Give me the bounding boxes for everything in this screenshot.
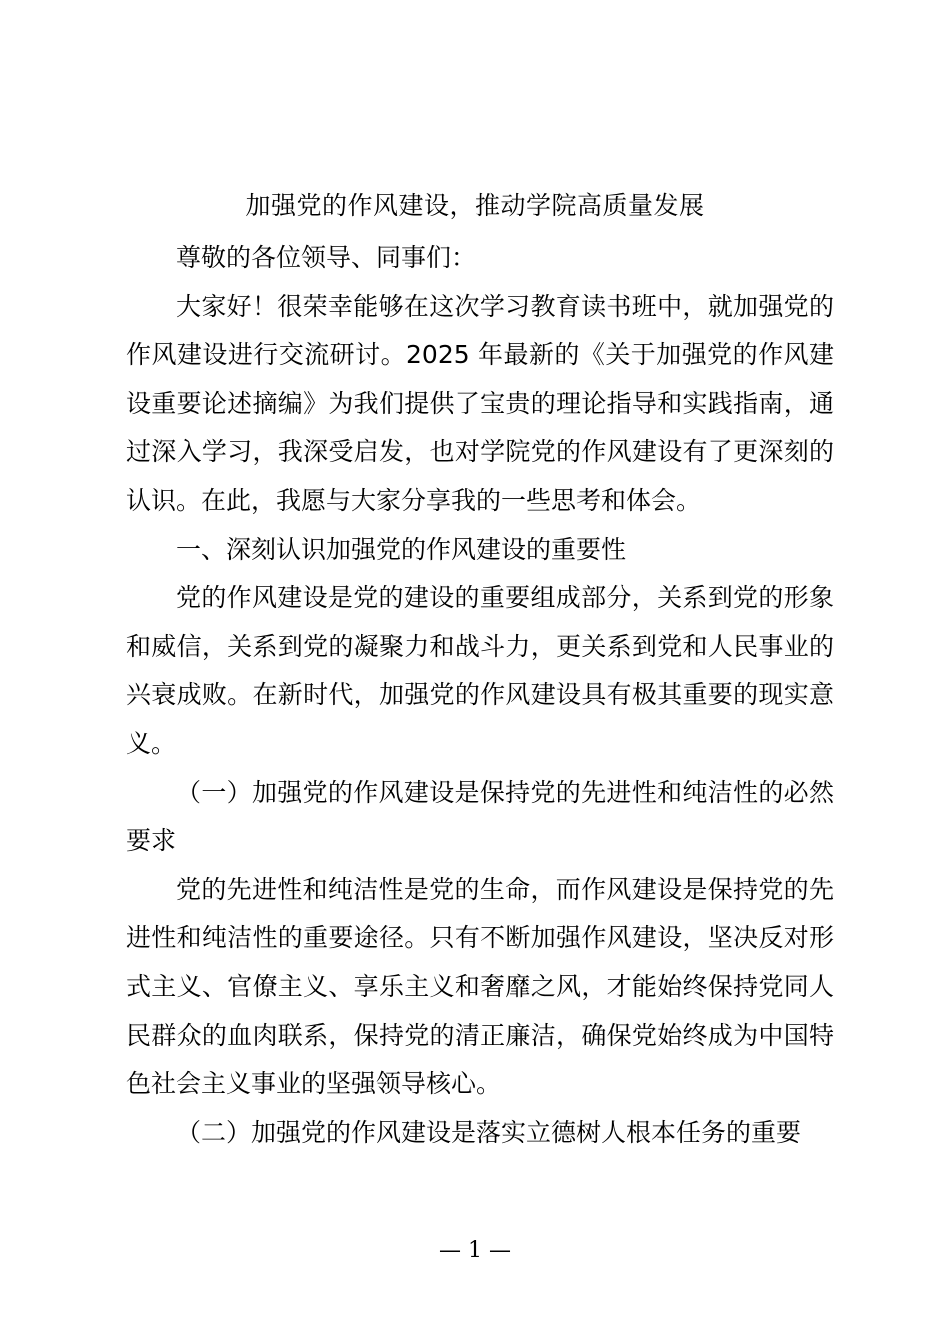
section-heading-1: 一、深刻认识加强党的作风建设的重要性 (176, 534, 627, 564)
subsection-1-paragraph: 党的先进性和纯洁性是党的生命，而作风建设是保持党的先进性和纯洁性的重要途径。只有不断加强作风建设，坚决反对形式主义、官僚主义、享乐主义和奢靡之风，才能始终保持党同人民群众的血肉联系，保持党的清正廉洁，确保党始终成为中国特色社会主义事业的坚强领导核心。 (126, 874, 834, 1099)
subsection-heading-1: （一）加强党的作风建设是保持党的先进性和纯洁性的必然要求 (126, 777, 834, 856)
page-number: — 1 — (439, 1238, 511, 1263)
document-title: 加强党的作风建设，推动学院高质量发展 (245, 191, 705, 220)
salutation-paragraph: 尊敬的各位领导、同事们： (176, 243, 477, 272)
document-body (126, 234, 834, 1157)
opening-paragraph: 大家好！很荣幸能够在这次学习教育读书班中，就加强党的作风建设进行交流研讨。2025 年最新的《关于加强党的作风建设重要论述摘编》为我们提供了宝贵的理论指导和实践指南，通过深入学习，我深受启发，也对学院党的作风建设有了更深刻的认识。在此，我愿与大家分享我的一些思考和体会。 (126, 291, 834, 515)
subsection-heading-2: （二）加强党的作风建设是落实立德树人根本任务的重要 (176, 1117, 802, 1147)
section-1-paragraph: 党的作风建设是党的建设的重要组成部分，关系到党的形象和威信，关系到党的凝聚力和战斗力，更关系到党和人民事业的兴衰成败。在新时代，加强党的作风建设具有极其重要的现实意义。 (126, 583, 834, 758)
